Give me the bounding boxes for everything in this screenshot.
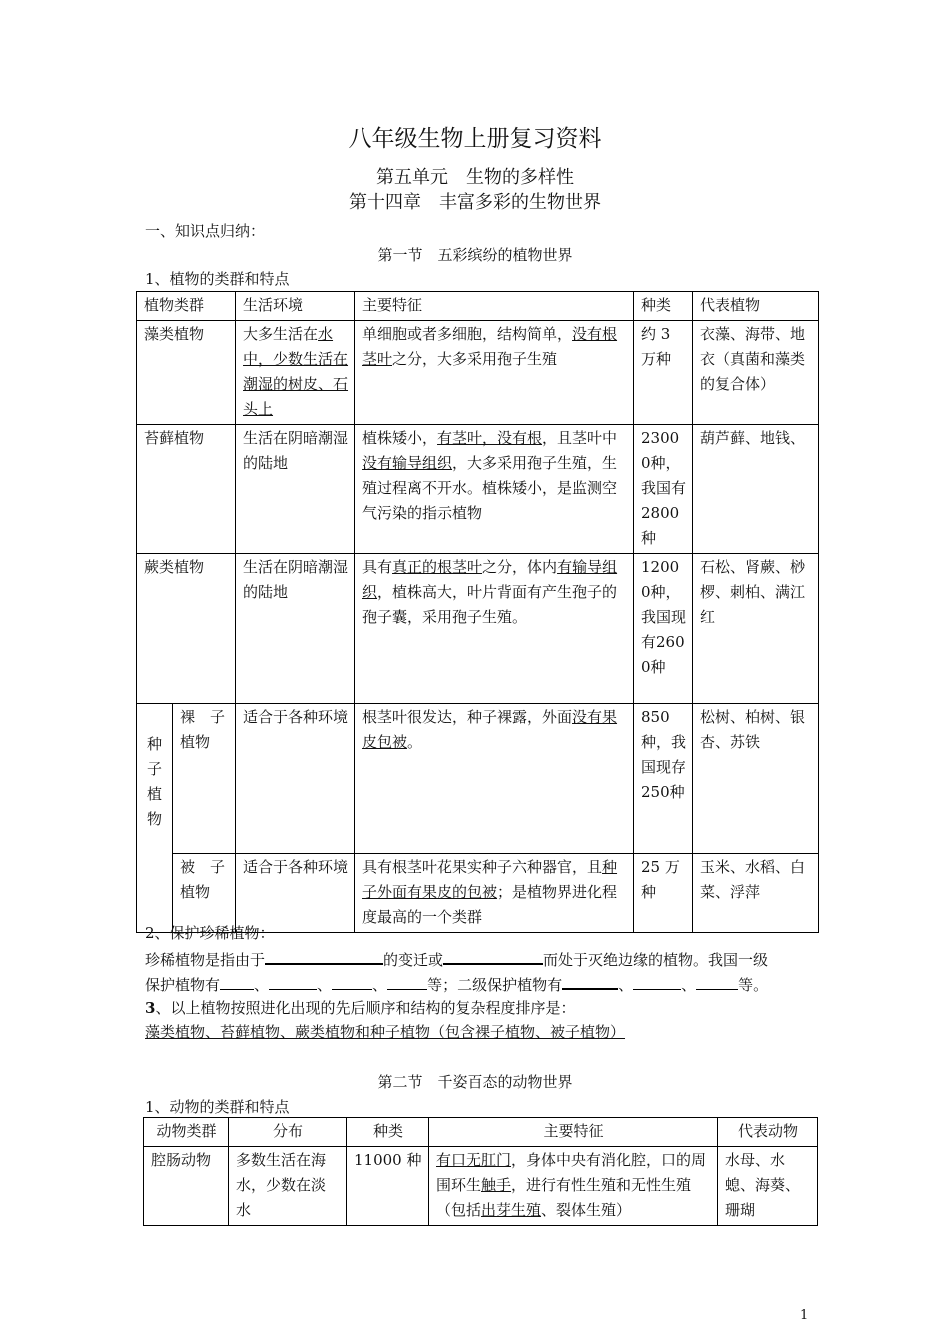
order-heading: 3、以上植物按照进化出现的先后顺序和结构的复杂程度排序是： bbox=[145, 999, 576, 1017]
header-cell: 分布 bbox=[229, 1118, 347, 1147]
header-cell: 主要特征 bbox=[355, 292, 634, 321]
header-cell: 动物类群 bbox=[144, 1118, 229, 1147]
fill-blank bbox=[269, 973, 317, 990]
fill-blank bbox=[696, 973, 738, 990]
table-row bbox=[137, 554, 819, 704]
count-cell: 23000种，我国有2800种 bbox=[634, 425, 693, 554]
fill-blank bbox=[387, 973, 427, 990]
count-cell: 12000种，我国现有2600种 bbox=[634, 554, 693, 704]
section1-title: 第一节 五彩缤纷的植物世界 bbox=[377, 246, 573, 264]
examples-cell: 玉米、水稻、白菜、浮萍 bbox=[693, 854, 819, 933]
document-title: 八年级生物上册复习资料 bbox=[348, 126, 602, 152]
distribution-cell: 多数生活在海水，少数在淡水 bbox=[229, 1147, 347, 1226]
examples-cell: 水母、水螅、海葵、珊瑚 bbox=[718, 1147, 818, 1226]
environment-cell: 生活在阴暗潮湿的陆地 bbox=[236, 554, 355, 704]
order-answer: 藻类植物、苔藓植物、蕨类植物和种子植物（包含裸子植物、被子植物） bbox=[145, 1023, 626, 1041]
group-cell: 腔肠动物 bbox=[144, 1147, 229, 1226]
examples-cell: 石松、肾蕨、桫椤、刺柏、满江红 bbox=[693, 554, 819, 704]
environment-cell: 适合于各种环境 bbox=[236, 704, 355, 854]
protect-heading: 2、保护珍稀植物： bbox=[145, 924, 275, 942]
protect-sentence-1: 珍稀植物是指由于 的变迁或 而处于灭绝边缘的植物。我国一级 bbox=[145, 947, 768, 970]
group-cell: 蕨类植物 bbox=[137, 554, 236, 704]
protect-sentence-2: 保护植物有 、 、 、 等；二级保护植物有 、 、 等。 bbox=[145, 972, 768, 995]
feature-cell: 单细胞或者多细胞，结构简单，没有根茎叶之分，大多采用孢子生殖 bbox=[355, 321, 634, 425]
table-row bbox=[137, 704, 819, 854]
fill-blank bbox=[443, 947, 543, 965]
knowledge-heading: 一、知识点归纳： bbox=[145, 222, 266, 240]
animal-groups-table bbox=[143, 1117, 818, 1226]
header-cell: 种类 bbox=[347, 1118, 429, 1147]
examples-cell: 松树、柏树、银杏、苏铁 bbox=[693, 704, 819, 854]
fill-blank bbox=[633, 973, 681, 990]
table-header-row bbox=[144, 1118, 818, 1147]
table-row bbox=[144, 1147, 818, 1226]
table-header-row bbox=[137, 292, 819, 321]
count-cell: 11000 种 bbox=[347, 1147, 429, 1226]
seed-plant-char: 植 bbox=[146, 785, 162, 803]
section2-title: 第二节 千姿百态的动物世界 bbox=[377, 1073, 573, 1091]
seed-plant-char: 子 bbox=[146, 760, 162, 778]
plant-table-title: 1、植物的类群和特点 bbox=[145, 270, 290, 288]
page-number: 1 bbox=[800, 1308, 809, 1323]
header-cell: 种类 bbox=[634, 292, 693, 321]
seed-plant-label bbox=[141, 732, 168, 832]
seed-plant-char: 物 bbox=[146, 810, 162, 828]
table-row bbox=[137, 321, 819, 425]
feature-cell: 有口无肛门，身体中央有消化腔，口的周围环生触手，进行有性生殖和无性生殖（包括出芽生殖、裂体生殖） bbox=[429, 1147, 718, 1226]
fill-blank bbox=[265, 947, 383, 965]
table-row bbox=[137, 425, 819, 554]
feature-cell: 具有根茎叶花果实种子六种器官，且种子外面有果皮的包被；是植物界进化程度最高的一个类群 bbox=[355, 854, 634, 933]
examples-cell: 葫芦藓、地钱、 bbox=[693, 425, 819, 554]
feature-cell: 植株矮小，有茎叶，没有根，且茎叶中没有输导组织，大多采用孢子生殖，生殖过程离不开水。植株矮小，是监测空气污染的指示植物 bbox=[355, 425, 634, 554]
header-cell: 代表植物 bbox=[693, 292, 819, 321]
count-cell: 约 3 万种 bbox=[634, 321, 693, 425]
environment-cell: 大多生活在水中，少数生活在潮湿的树皮、石头上 bbox=[236, 321, 355, 425]
examples-cell: 衣藻、海带、地衣（真菌和藻类的复合体） bbox=[693, 321, 819, 425]
group-cell: 裸 子植物 bbox=[173, 704, 236, 854]
header-cell: 生活环境 bbox=[236, 292, 355, 321]
fill-blank bbox=[220, 973, 254, 990]
plant-groups-table bbox=[136, 291, 819, 933]
animal-table-title: 1、动物的类群和特点 bbox=[145, 1098, 290, 1116]
environment-cell: 生活在阴暗潮湿的陆地 bbox=[236, 425, 355, 554]
seed-plant-char: 种 bbox=[146, 735, 162, 753]
environment-cell: 适合于各种环境 bbox=[236, 854, 355, 933]
count-cell: 25 万种 bbox=[634, 854, 693, 933]
group-cell: 被 子植物 bbox=[173, 854, 236, 933]
table-row bbox=[137, 854, 819, 933]
seed-plant-group-cell bbox=[137, 704, 173, 933]
chapter-heading: 第十四章 丰富多彩的生物世界 bbox=[349, 192, 601, 213]
unit-heading: 第五单元 生物的多样性 bbox=[376, 167, 574, 188]
feature-cell: 具有真正的根茎叶之分，体内有输导组织，植株高大，叶片背面有产生孢子的孢子囊，采用孢子生殖。 bbox=[355, 554, 634, 704]
header-cell: 代表动物 bbox=[718, 1118, 818, 1147]
fill-blank bbox=[562, 972, 618, 990]
feature-cell: 根茎叶很发达，种子裸露，外面没有果皮包被。 bbox=[355, 704, 634, 854]
count-cell: 850 种，我国现存250种 bbox=[634, 704, 693, 854]
group-cell: 藻类植物 bbox=[137, 321, 236, 425]
header-cell: 植物类群 bbox=[137, 292, 236, 321]
fill-blank bbox=[332, 973, 372, 990]
group-cell: 苔藓植物 bbox=[137, 425, 236, 554]
header-cell: 主要特征 bbox=[429, 1118, 718, 1147]
